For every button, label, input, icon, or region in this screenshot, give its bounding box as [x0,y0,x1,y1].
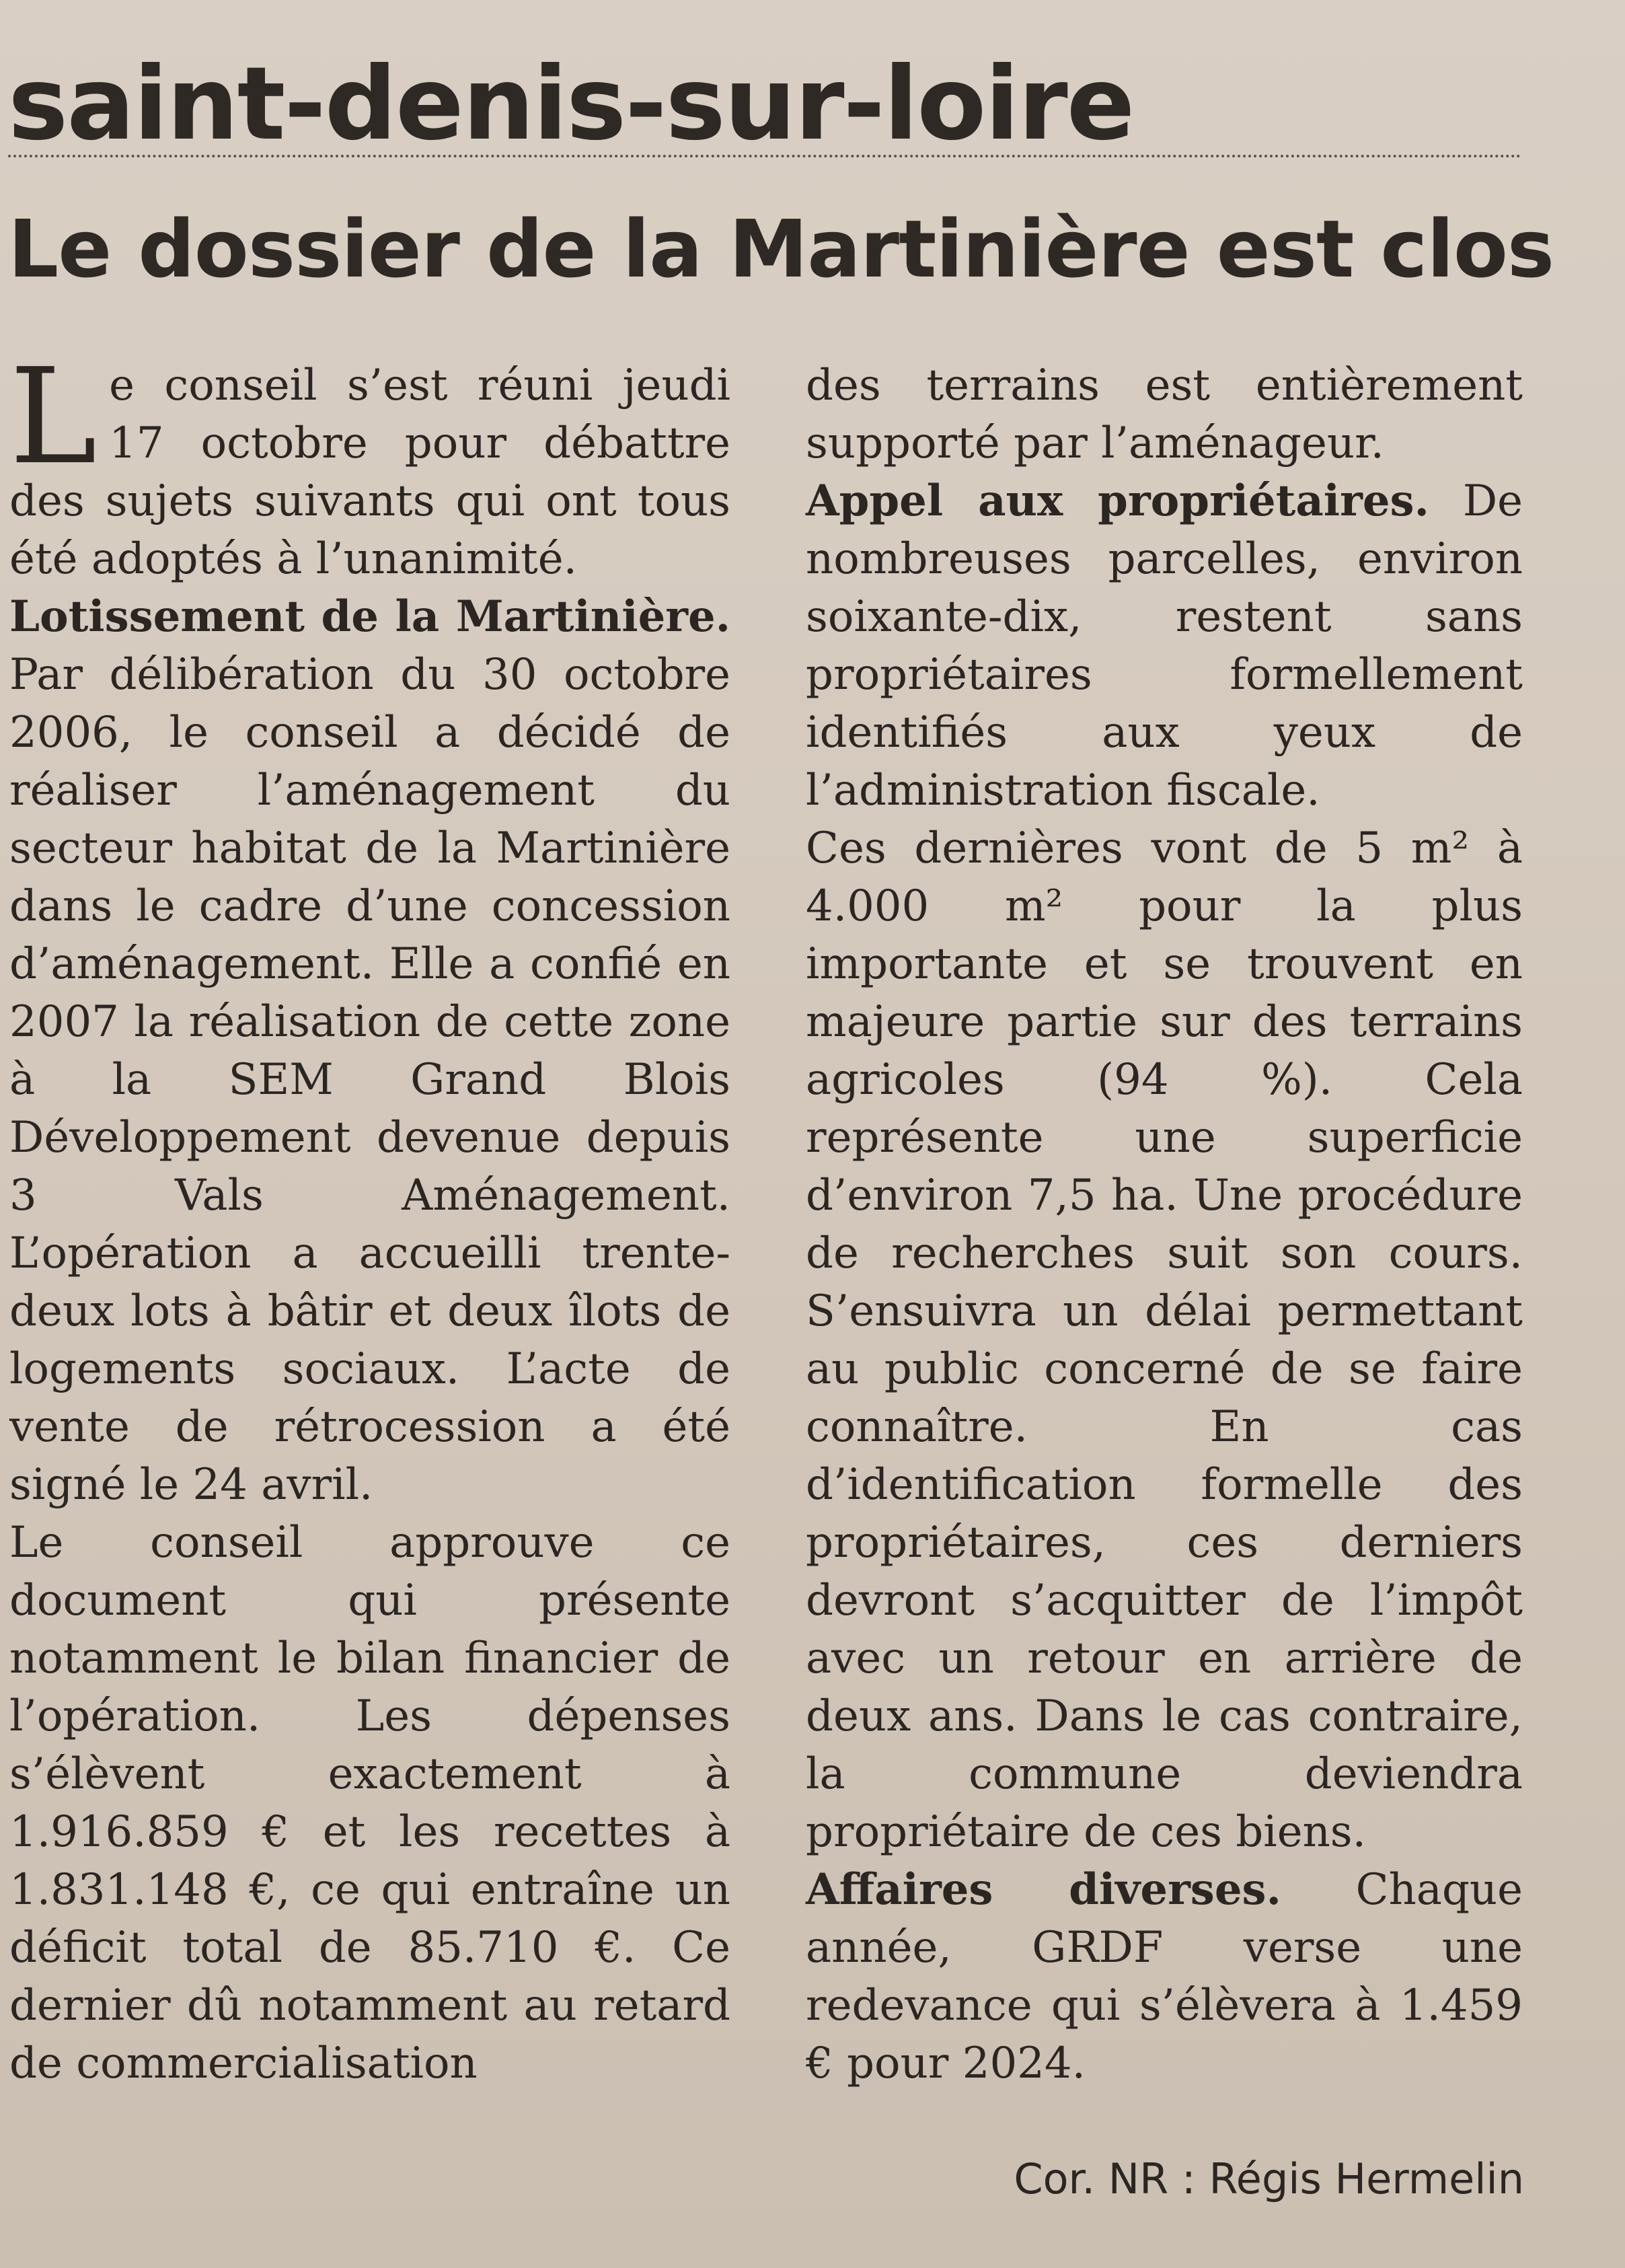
affaires-text: Chaque année, GRDF verse une redevance qui s’élèvera à 1.459 € pour 2024. [806,1865,1523,2088]
continuation-text: des terrains est entièrement supporté par l’aménageur. [806,361,1523,468]
appel-paragraph [806,472,1523,819]
appel-lead-in: Appel aux propriétaires. [806,476,1429,526]
lotissement-lead-in: Lotissement de la Martinière. [9,591,730,642]
lotissement-text: Par délibération du 30 octobre 2006, le conseil a décidé de réaliser l’aménagement du secteur habitat de la Martinière dans le cadre d’une concession d’aménagement. Elle a confié en 2007 la réalisation de cette zone à la SEM Grand Blois Développement devenue depuis 3 Vals Aménagement. L’opération a accueilli trente-deux lots à bâtir et deux îlots de logements sociaux. L’acte de vente de rétrocession a été signé le 24 avril. [9,650,730,1510]
section-title: saint-denis-sur-loire [8,46,1134,163]
affaires-paragraph [806,1861,1523,2092]
bilan-paragraph [9,1514,730,2092]
article-headline: Le dossier de la Martinière est clos [8,203,1554,295]
byline-author: Régis Hermelin [1209,2154,1524,2203]
appel-text: De nombreuses parcelles, environ soixante-dix, restent sans propriétaires formellement identifiés aux yeux de l’administration fiscale. [806,476,1523,815]
drop-cap: L [9,340,98,494]
article-column-right [806,357,1523,2092]
parcelles-paragraph [806,819,1523,1861]
lotissement-paragraph [9,588,730,1514]
intro-paragraph [9,340,730,588]
byline-label: Cor. NR : [1014,2154,1209,2203]
continuation-paragraph [806,357,1523,472]
section-header [8,40,1521,163]
affaires-lead-in: Affaires diverses. [806,1864,1281,1915]
intro-text: e conseil s’est réuni jeudi 17 octobre pour débattre des sujets suivants qui ont tous été adoptés à l’unanimité. [9,361,730,584]
article-column-left [9,340,730,2092]
byline [1014,2150,1524,2208]
bilan-text: Le conseil approuve ce document qui présente notamment le bilan financier de l’opération. Les dépenses s’élèvent exactement à 1.916.859 € et les recettes à 1.831.148 €, ce qui entraîne un déficit total de 85.710 €. Ce dernier dû notamment au retard de commercialisation [9,1518,730,2088]
parcelles-text: Ces dernières vont de 5 m² à 4.000 m² pour la plus importante et se trouvent en majeure partie sur des terrains agricoles (94 %). Cela représente une superficie d’environ 7,5 ha. Une procédure de recherches suit son cours. S’ensuivra un délai permettant au public concerné de se faire connaître. En cas d’identification formelle des propriétaires, ces derniers devront s’acquitter de l’impôt avec un retour en arrière de deux ans. Dans le cas contraire, la commune deviendra propriétaire de ces biens. [806,824,1523,1857]
